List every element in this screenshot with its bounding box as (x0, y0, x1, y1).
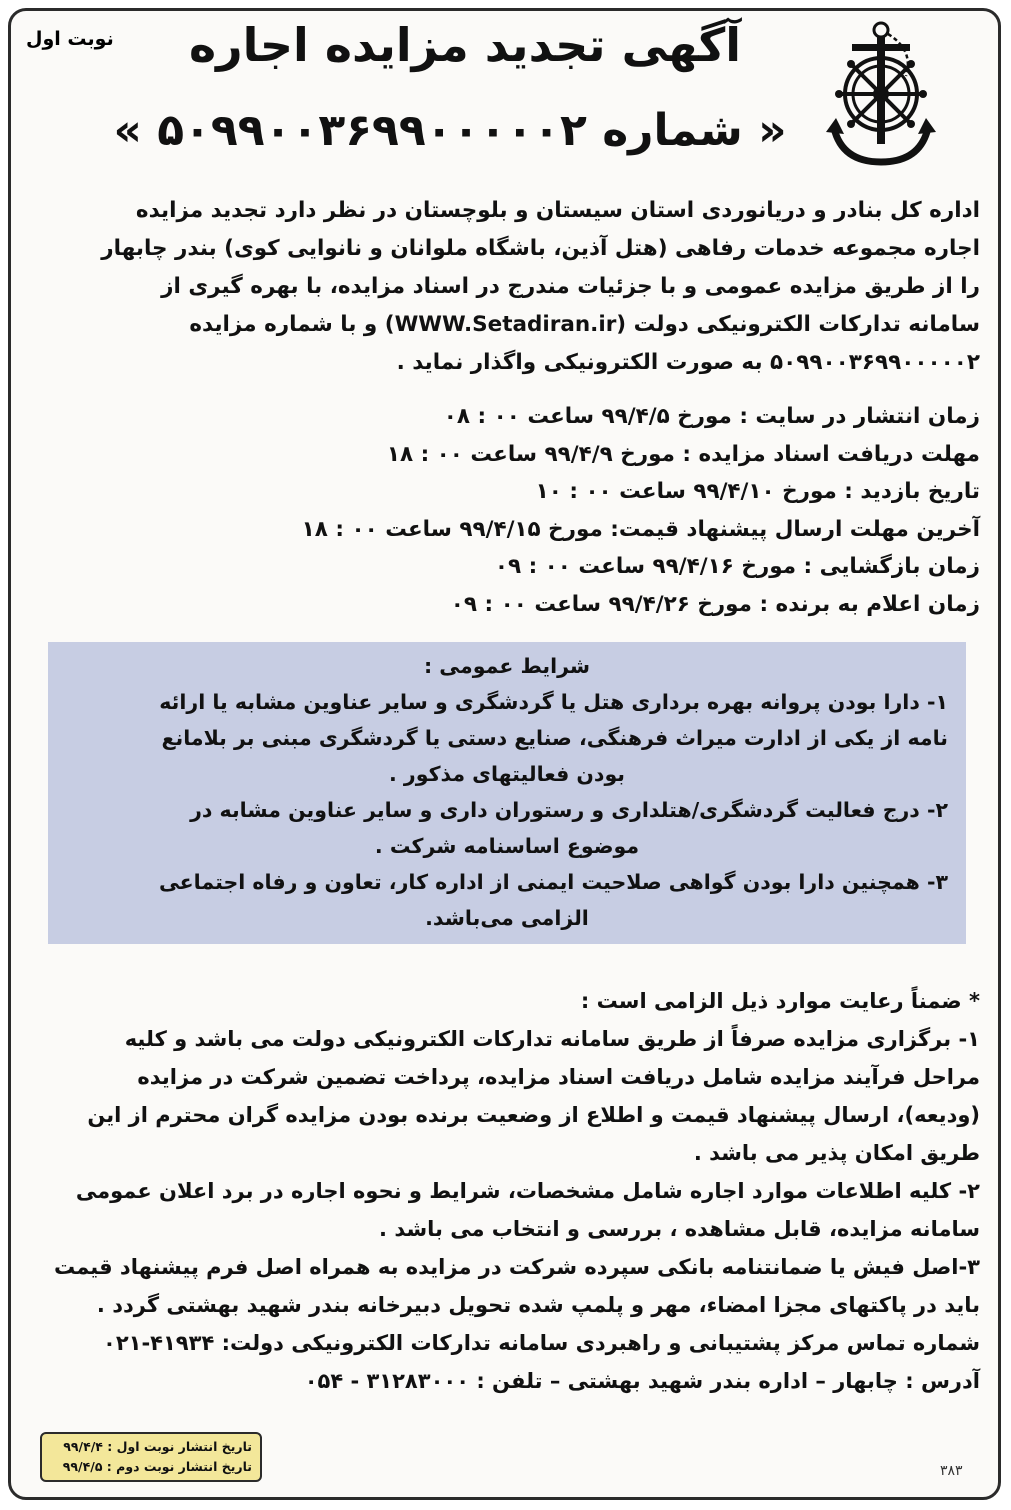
schedule-item-publish: زمان انتشار در سایت : مورخ ۹۹/۴/۵ ساعت ۰۰ : ۰۸ (443, 404, 980, 429)
condition-line: ۳- همچنین دارا بودن گواهی صلاحیت ایمنی از اداره کار، تعاون و رفاه اجتماعی (158, 870, 948, 894)
note-line: ۲- کلیه اطلاعات موارد اجاره شامل مشخصات، شرایط و نحوه اجاره در برد اعلان عمومی (75, 1179, 980, 1203)
note-line: ۱- برگزاری مزایده صرفاً از طریق سامانه تدارکات الکترونیکی دولت می باشد و کلیه (124, 1027, 980, 1051)
support-phone-line: شماره تماس مرکز پشتیبانی و راهبردی سامانه تدارکات الکترونیکی دولت: ۴۱۹۳۴-۰۲۱ (103, 1331, 980, 1355)
condition-line: موضوع اساسنامه شرکت . (374, 834, 640, 858)
condition-line: ۲- درج فعالیت گردشگری/هتلداری و رستوران داری و سایر عناوین مشابه در (190, 798, 948, 822)
schedule-item-docs-deadline: مهلت دریافت اسناد مزایده : مورخ ۹۹/۴/۹ ساعت ۰۰ : ۱۸ (386, 441, 980, 467)
note-line: سامانه مزایده، قابل مشاهده ، بررسی و انتخاب می باشد . (379, 1217, 980, 1241)
intro-line: را از طریق مزایده عمومی و با جزئیات مندرج در اسناد مزایده، با بهره گیری از (161, 274, 980, 299)
schedule-item-opening: زمان بازگشایی : مورخ ۹۹/۴/۱۶ ساعت ۰۰ : ۰۹ (494, 554, 980, 579)
page-number: ۳۸۳ (940, 1463, 963, 1479)
auction-number: « شماره ۵۰۹۹۰۰۳۶۹۹۰۰۰۰۰۲ » (113, 105, 787, 156)
anchor-ship-wheel-icon (822, 20, 940, 170)
condition-line: ۱- دارا بودن پروانه بهره برداری هتل یا گردشگری و سایر عناوین مشابه یا ارائه (159, 690, 948, 714)
schedule-item-visit: تاریخ بازدید : مورخ ۹۹/۴/۱۰ ساعت ۰۰ : ۱۰ (535, 479, 980, 504)
intro-line: سامانه تدارکات الکترونیکی دولت (WWW.Setadiran.ir) و با شماره مزایده (189, 312, 980, 337)
note-line: مراحل فرآیند مزایده شامل دریافت اسناد مزایده، پرداخت تضمین شرکت در مزایده (137, 1065, 980, 1089)
note-line: طریق امکان پذیر می باشد . (693, 1141, 980, 1165)
general-conditions-box (48, 642, 966, 944)
publication-dates-box (40, 1432, 262, 1482)
condition-item (66, 792, 948, 864)
page-title: آگهی تجدید مزایده اجاره (189, 18, 741, 72)
intro-line: اداره کل بنادر و دریانوردی استان سیستان و بلوچستان در نظر دارد تجدید مزایده (135, 198, 980, 223)
condition-item (66, 684, 948, 792)
schedule-list (30, 398, 980, 623)
condition-line: نامه از یکی از ادارت میراث فرهنگی، صنایع دستی یا گردشگری مبنی بر بلامانع (161, 726, 948, 750)
note-line: باید در پاکتهای مجزا امضاء، مهر و پلمپ شده تحویل دبیرخانه بندر شهید بهشتی گردد . (96, 1293, 980, 1317)
intro-line: اجاره مجموعه خدمات رفاهی (هتل آذین، باشگاه ملوانان و نانوایی کوی) بندر چابهار (101, 236, 980, 261)
address-line: آدرس : چابهار – اداره بندر شهید بهشتی – تلفن : ۳۱۲۸۳۰۰۰ - ۰۵۴ (304, 1369, 980, 1393)
intro-paragraph (30, 192, 980, 382)
schedule-item-bid-deadline: آخرین مهلت ارسال پیشنهاد قیمت: مورخ ۹۹/۴/۱۵ ساعت ۰۰ : ۱۸ (301, 516, 980, 542)
intro-line: ۵۰۹۹۰۰۳۶۹۹۰۰۰۰۰۲ به صورت الکترونیکی واگذار نماید . (396, 350, 980, 375)
publication-first: تاریخ انتشار نوبت اول : ۹۹/۴/۴ (63, 1439, 252, 1454)
condition-line: الزامی می‌باشد. (425, 906, 589, 930)
notes-heading: * ضمناً رعایت موارد ذیل الزامی است : (580, 989, 980, 1013)
notes-section (30, 982, 980, 1400)
note-line: (ودیعه)، ارسال پیشنهاد قیمت و اطلاع از وضعیت برنده بودن مزایده گران محترم از این (87, 1103, 980, 1127)
condition-item (66, 864, 948, 936)
schedule-item-winner: زمان اعلام به برنده : مورخ ۹۹/۴/۲۶ ساعت ۰۰ : ۰۹ (450, 591, 980, 617)
note-line: ۳-اصل فیش یا ضمانتنامه بانکی سپرده شرکت در مزایده به همراه اصل فرم پیشنهاد قیمت (53, 1255, 980, 1279)
condition-line: بودن فعالیتهای مذکور . (388, 762, 626, 786)
first-edition-badge: نوبت اول (26, 28, 114, 50)
conditions-heading: شرایط عمومی : (423, 654, 591, 678)
publication-second: تاریخ انتشار نوبت دوم : ۹۹/۴/۵ (62, 1459, 252, 1474)
